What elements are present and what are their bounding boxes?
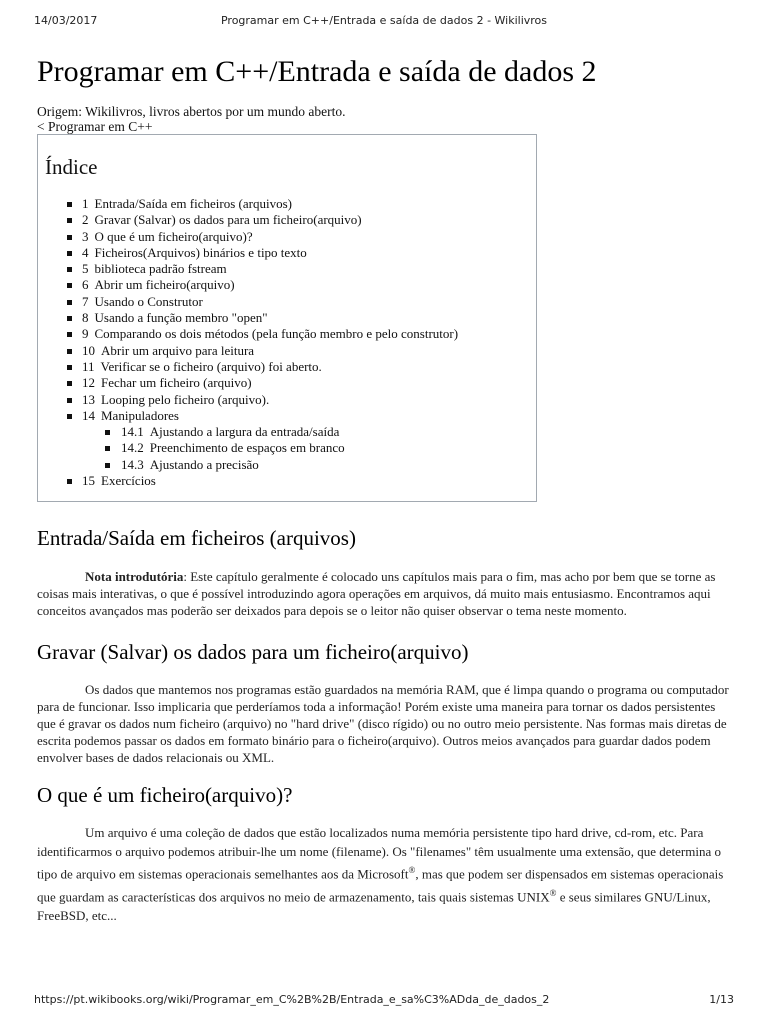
toc-item[interactable]: 3 O que é um ficheiro(arquivo)? [38, 229, 536, 245]
table-of-contents [37, 134, 537, 502]
section-paragraph: Nota introdutória: Este capítulo geralmente é colocado uns capítulos mais para o fim, mas acho por bem que se torne as coisas mais interativas, o que é possível introduzindo agora operações em arquivos, dá muito mais entusiasmo. Encontramos aqui conceitos avançados mas poderão ser deixados para depois se o leitor não quiser observar o tema neste momento. [37, 569, 716, 619]
toc-subitem[interactable]: 14.2 Preenchimento de espaços em branco [38, 440, 536, 456]
section-paragraph: Os dados que mantemos nos programas estão guardados na memória RAM, que é limpa quando o programa ou computador para de funcionar. Isso implicaria que perderíamos toda a informação! Porém existe uma maneira para tornar os dados persistentes que é gravar os dados num ficheiro (arquivo) no "hard drive" (disco rígido) ou no outro meio persistente. Nas formas mais diretas de escrita podemos passar os dados em formato binário para o ficheiro(arquivo). Outros meios avançados para guardar dados podem envolver bases de dados relacionais ou XML. [37, 682, 729, 766]
page-number: 1/13 [709, 993, 734, 1006]
toc-item[interactable]: 9 Comparando os dois métodos (pela função membro e pelo construtor) [38, 326, 536, 342]
toc-item[interactable]: 7 Usando o Construtor [38, 294, 536, 310]
toc-subitem[interactable]: 14.3 Ajustando a precisão [38, 457, 536, 473]
toc-subitem[interactable]: 14.1 Ajustando a largura da entrada/saída [38, 424, 536, 440]
toc-item[interactable]: 6 Abrir um ficheiro(arquivo) [38, 277, 536, 293]
toc-item[interactable]: 14 Manipuladores [38, 408, 536, 424]
registered-mark: ® [408, 865, 416, 876]
toc-list [38, 196, 536, 489]
section-heading-save-data: Gravar (Salvar) os dados para um ficheiro(arquivo) [37, 640, 469, 665]
toc-item[interactable]: 5 biblioteca padrão fstream [38, 261, 536, 277]
toc-item[interactable]: 4 Ficheiros(Arquivos) binários e tipo texto [38, 245, 536, 261]
toc-item[interactable]: 2 Gravar (Salvar) os dados para um ficheiro(arquivo) [38, 212, 536, 228]
print-header [34, 14, 734, 30]
toc-item[interactable]: 15 Exercícios [38, 473, 536, 489]
breadcrumb-link[interactable]: < Programar em C++ [37, 119, 153, 134]
page-url: https://pt.wikibooks.org/wiki/Programar_em_C%2B%2B/Entrada_e_sa%C3%ADda_de_dados_2 [34, 993, 550, 1006]
page-title: Programar em C++/Entrada e saída de dados 2 [37, 55, 597, 88]
origin-text: Origem: Wikilivros, livros abertos por um mundo aberto. [37, 104, 346, 119]
toc-item[interactable]: 11 Verificar se o ficheiro (arquivo) foi aberto. [38, 359, 536, 375]
toc-item[interactable]: 1 Entrada/Saída em ficheiros (arquivos) [38, 196, 536, 212]
intro-note-label: Nota introdutória [85, 569, 184, 585]
toc-item[interactable]: 12 Fechar um ficheiro (arquivo) [38, 375, 536, 391]
toc-item[interactable]: 13 Looping pelo ficheiro (arquivo). [38, 392, 536, 408]
print-footer [34, 993, 734, 1009]
section-heading-io-files: Entrada/Saída em ficheiros (arquivos) [37, 526, 356, 551]
toc-item[interactable]: 10 Abrir um arquivo para leitura [38, 343, 536, 359]
article-content [37, 52, 731, 926]
toc-heading: Índice [45, 155, 98, 179]
print-page-title: Programar em C++/Entrada e saída de dados 2 - Wikilivros [220, 14, 548, 27]
registered-mark: ® [549, 888, 557, 899]
breadcrumb [37, 119, 731, 134]
print-date: 14/03/2017 [34, 14, 98, 27]
toc-item[interactable]: 8 Usando a função membro "open" [38, 310, 536, 326]
section-heading-what-is-file: O que é um ficheiro(arquivo)? [37, 783, 293, 808]
section-paragraph: Um arquivo é uma coleção de dados que estão localizados numa memória persistente tipo hard drive, cd-rom, etc. Para identificarmos o arquivo podemos atribuir-lhe um nome (filename). Os "filenames" têm usualmente uma extensão, que determina o tipo de arquivo em sistemas operacionais semelhantes aos da Microsoft®, mas que podem ser dispensados em sistemas operacionais que guardam as características dos arquivos no meio de armazenamento, tais quais sistemas UNIX® e seus similares GNU/Linux, FreeBSD, etc... [37, 825, 724, 923]
